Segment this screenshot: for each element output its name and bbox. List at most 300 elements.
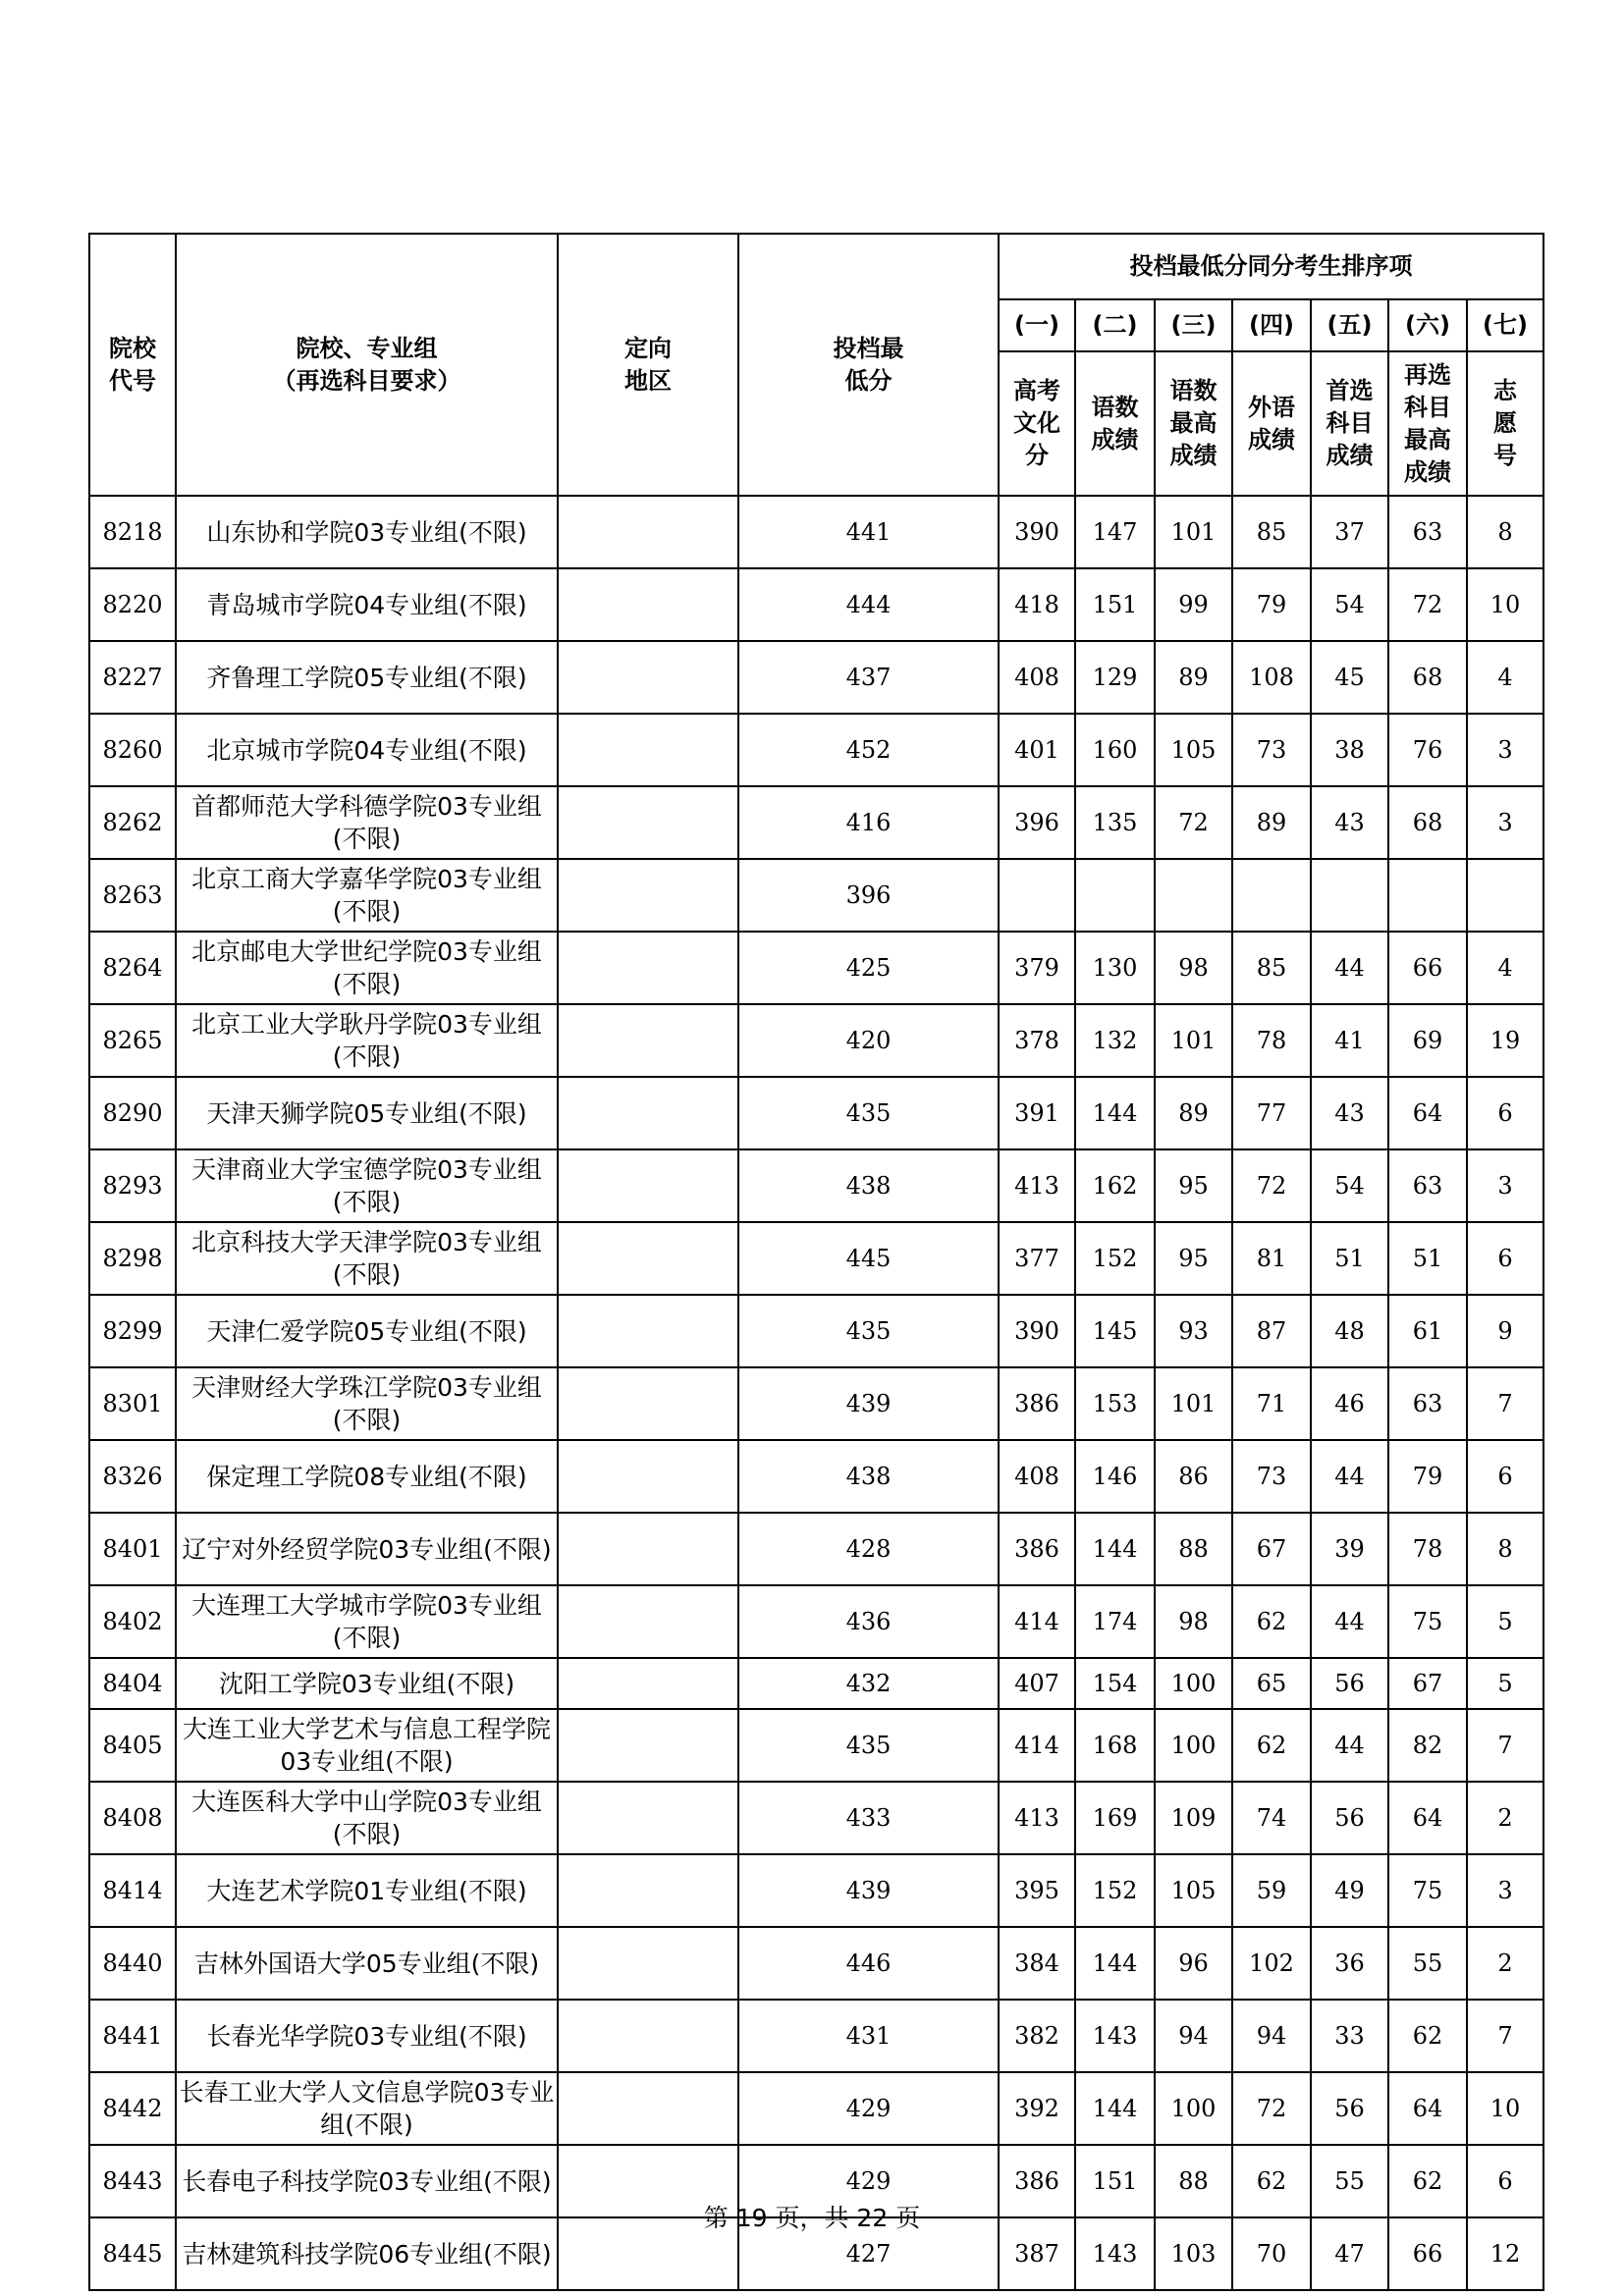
sort-value-cell: 100 bbox=[1155, 1709, 1232, 1782]
school-code-cell: 8262 bbox=[89, 786, 176, 859]
header-region: 定向地区 bbox=[558, 234, 738, 496]
min-score-cell: 444 bbox=[738, 568, 999, 641]
sort-value-cell: 7 bbox=[1467, 1367, 1543, 1440]
sort-value-cell: 61 bbox=[1388, 1295, 1467, 1367]
school-group-cell: 北京工业大学耿丹学院03专业组(不限) bbox=[176, 1004, 558, 1077]
region-cell bbox=[558, 2000, 738, 2072]
sort-value-cell: 130 bbox=[1075, 932, 1155, 1004]
min-score-cell: 429 bbox=[738, 2145, 999, 2217]
header-order-5: (五) bbox=[1311, 299, 1388, 351]
school-group-cell: 沈阳工学院03专业组(不限) bbox=[176, 1658, 558, 1709]
sort-value-cell: 70 bbox=[1232, 2217, 1311, 2290]
table-row bbox=[89, 1440, 1543, 1513]
school-code-cell: 8301 bbox=[89, 1367, 176, 1440]
region-cell bbox=[558, 1077, 738, 1149]
sort-value-cell: 108 bbox=[1232, 641, 1311, 714]
sort-value-cell: 407 bbox=[999, 1658, 1075, 1709]
school-code-cell: 8440 bbox=[89, 1927, 176, 2000]
sort-value-cell: 5 bbox=[1467, 1585, 1543, 1658]
sort-value-cell: 144 bbox=[1075, 1077, 1155, 1149]
sort-value-cell: 109 bbox=[1155, 1782, 1232, 1854]
school-group-cell: 山东协和学院03专业组(不限) bbox=[176, 496, 558, 568]
sort-value-cell: 168 bbox=[1075, 1709, 1155, 1782]
school-code-cell: 8293 bbox=[89, 1149, 176, 1222]
header-order-3: (三) bbox=[1155, 299, 1232, 351]
sort-value-cell bbox=[1075, 859, 1155, 932]
header-order-6: (六) bbox=[1388, 299, 1467, 351]
school-code-cell: 8408 bbox=[89, 1782, 176, 1854]
sort-value-cell: 85 bbox=[1232, 496, 1311, 568]
sort-value-cell: 392 bbox=[999, 2072, 1075, 2145]
sort-value-cell: 49 bbox=[1311, 1854, 1388, 1927]
school-group-cell: 保定理工学院08专业组(不限) bbox=[176, 1440, 558, 1513]
sort-value-cell: 9 bbox=[1467, 1295, 1543, 1367]
min-score-cell: 437 bbox=[738, 641, 999, 714]
table-row bbox=[89, 1854, 1543, 1927]
sort-value-cell: 414 bbox=[999, 1709, 1075, 1782]
region-cell bbox=[558, 1658, 738, 1709]
region-cell bbox=[558, 1295, 738, 1367]
sort-value-cell: 89 bbox=[1155, 1077, 1232, 1149]
region-cell bbox=[558, 932, 738, 1004]
school-code-cell: 8401 bbox=[89, 1513, 176, 1585]
sort-value-cell: 68 bbox=[1388, 786, 1467, 859]
school-code-cell: 8220 bbox=[89, 568, 176, 641]
min-score-cell: 445 bbox=[738, 1222, 999, 1295]
sort-value-cell: 101 bbox=[1155, 1004, 1232, 1077]
region-cell bbox=[558, 1440, 738, 1513]
header-sort-item-6: 再选科目最高成绩 bbox=[1388, 351, 1467, 496]
table-row bbox=[89, 1782, 1543, 1854]
sort-value-cell: 94 bbox=[1155, 2000, 1232, 2072]
min-score-cell: 435 bbox=[738, 1295, 999, 1367]
sort-value-cell: 12 bbox=[1467, 2217, 1543, 2290]
sort-value-cell: 54 bbox=[1311, 568, 1388, 641]
sort-value-cell bbox=[1467, 859, 1543, 932]
table-row bbox=[89, 1295, 1543, 1367]
sort-value-cell: 135 bbox=[1075, 786, 1155, 859]
min-score-cell: 416 bbox=[738, 786, 999, 859]
sort-value-cell: 145 bbox=[1075, 1295, 1155, 1367]
min-score-cell: 441 bbox=[738, 496, 999, 568]
sort-value-cell: 66 bbox=[1388, 932, 1467, 1004]
sort-value-cell: 382 bbox=[999, 2000, 1075, 2072]
sort-value-cell: 67 bbox=[1232, 1513, 1311, 1585]
header-order-7: (七) bbox=[1467, 299, 1543, 351]
sort-value-cell bbox=[1388, 859, 1467, 932]
table-row bbox=[89, 1658, 1543, 1709]
region-cell bbox=[558, 714, 738, 786]
sort-value-cell: 144 bbox=[1075, 1513, 1155, 1585]
sort-value-cell: 63 bbox=[1388, 1367, 1467, 1440]
sort-value-cell: 7 bbox=[1467, 1709, 1543, 1782]
sort-value-cell: 160 bbox=[1075, 714, 1155, 786]
sort-value-cell: 10 bbox=[1467, 568, 1543, 641]
sort-value-cell: 73 bbox=[1232, 714, 1311, 786]
sort-value-cell: 95 bbox=[1155, 1149, 1232, 1222]
sort-value-cell: 72 bbox=[1232, 1149, 1311, 1222]
sort-value-cell: 46 bbox=[1311, 1367, 1388, 1440]
region-cell bbox=[558, 641, 738, 714]
sort-value-cell: 41 bbox=[1311, 1004, 1388, 1077]
sort-value-cell: 72 bbox=[1155, 786, 1232, 859]
table-row bbox=[89, 1367, 1543, 1440]
sort-value-cell: 56 bbox=[1311, 1782, 1388, 1854]
school-group-cell: 齐鲁理工学院05专业组(不限) bbox=[176, 641, 558, 714]
sort-value-cell bbox=[1311, 859, 1388, 932]
sort-value-cell: 101 bbox=[1155, 1367, 1232, 1440]
school-code-cell: 8263 bbox=[89, 859, 176, 932]
region-cell bbox=[558, 1513, 738, 1585]
sort-value-cell: 93 bbox=[1155, 1295, 1232, 1367]
sort-value-cell: 152 bbox=[1075, 1222, 1155, 1295]
region-cell bbox=[558, 1709, 738, 1782]
sort-value-cell: 379 bbox=[999, 932, 1075, 1004]
sort-value-cell: 55 bbox=[1388, 1927, 1467, 2000]
sort-value-cell: 4 bbox=[1467, 641, 1543, 714]
sort-value-cell: 100 bbox=[1155, 2072, 1232, 2145]
sort-value-cell: 38 bbox=[1311, 714, 1388, 786]
region-cell bbox=[558, 568, 738, 641]
school-code-cell: 8445 bbox=[89, 2217, 176, 2290]
table-row bbox=[89, 1585, 1543, 1658]
header-sort-item-1: 高考文化分 bbox=[999, 351, 1075, 496]
sort-value-cell: 102 bbox=[1232, 1927, 1311, 2000]
sort-value-cell: 378 bbox=[999, 1004, 1075, 1077]
sort-value-cell: 89 bbox=[1232, 786, 1311, 859]
school-code-cell: 8260 bbox=[89, 714, 176, 786]
sort-value-cell: 79 bbox=[1388, 1440, 1467, 1513]
region-cell bbox=[558, 2072, 738, 2145]
table-row bbox=[89, 859, 1543, 932]
sort-value-cell: 54 bbox=[1311, 1149, 1388, 1222]
sort-value-cell: 44 bbox=[1311, 1585, 1388, 1658]
sort-value-cell: 67 bbox=[1388, 1658, 1467, 1709]
sort-value-cell: 47 bbox=[1311, 2217, 1388, 2290]
table-row bbox=[89, 496, 1543, 568]
sort-value-cell: 6 bbox=[1467, 1077, 1543, 1149]
school-group-cell: 吉林建筑科技学院06专业组(不限) bbox=[176, 2217, 558, 2290]
header-order-2: (二) bbox=[1075, 299, 1155, 351]
table-row bbox=[89, 1222, 1543, 1295]
sort-value-cell: 413 bbox=[999, 1782, 1075, 1854]
sort-value-cell: 43 bbox=[1311, 786, 1388, 859]
sort-value-cell: 4 bbox=[1467, 932, 1543, 1004]
sort-value-cell: 75 bbox=[1388, 1585, 1467, 1658]
table-row bbox=[89, 1709, 1543, 1782]
table-row bbox=[89, 786, 1543, 859]
region-cell bbox=[558, 859, 738, 932]
table-row bbox=[89, 932, 1543, 1004]
sort-value-cell: 143 bbox=[1075, 2000, 1155, 2072]
sort-value-cell: 151 bbox=[1075, 2145, 1155, 2217]
sort-value-cell: 386 bbox=[999, 1513, 1075, 1585]
sort-value-cell: 391 bbox=[999, 1077, 1075, 1149]
min-score-cell: 420 bbox=[738, 1004, 999, 1077]
sort-value-cell: 65 bbox=[1232, 1658, 1311, 1709]
region-cell bbox=[558, 496, 738, 568]
sort-value-cell: 384 bbox=[999, 1927, 1075, 2000]
region-cell bbox=[558, 1149, 738, 1222]
sort-value-cell: 418 bbox=[999, 568, 1075, 641]
sort-value-cell: 101 bbox=[1155, 496, 1232, 568]
sort-value-cell: 6 bbox=[1467, 1440, 1543, 1513]
sort-value-cell: 82 bbox=[1388, 1709, 1467, 1782]
sort-value-cell: 132 bbox=[1075, 1004, 1155, 1077]
sort-value-cell: 44 bbox=[1311, 1440, 1388, 1513]
school-code-cell: 8326 bbox=[89, 1440, 176, 1513]
min-score-cell: 427 bbox=[738, 2217, 999, 2290]
school-code-cell: 8402 bbox=[89, 1585, 176, 1658]
sort-value-cell: 74 bbox=[1232, 1782, 1311, 1854]
header-sort-item-4: 外语成绩 bbox=[1232, 351, 1311, 496]
sort-value-cell: 89 bbox=[1155, 641, 1232, 714]
school-code-cell: 8441 bbox=[89, 2000, 176, 2072]
sort-value-cell: 78 bbox=[1232, 1004, 1311, 1077]
school-code-cell: 8218 bbox=[89, 496, 176, 568]
school-group-cell: 青岛城市学院04专业组(不限) bbox=[176, 568, 558, 641]
min-score-cell: 438 bbox=[738, 1440, 999, 1513]
min-score-cell: 452 bbox=[738, 714, 999, 786]
header-sort-item-5: 首选科目成绩 bbox=[1311, 351, 1388, 496]
sort-value-cell: 395 bbox=[999, 1854, 1075, 1927]
sort-value-cell: 62 bbox=[1232, 2145, 1311, 2217]
region-cell bbox=[558, 1854, 738, 1927]
school-code-cell: 8227 bbox=[89, 641, 176, 714]
sort-value-cell: 10 bbox=[1467, 2072, 1543, 2145]
header-sort-item-2: 语数成绩 bbox=[1075, 351, 1155, 496]
sort-value-cell: 396 bbox=[999, 786, 1075, 859]
sort-value-cell: 66 bbox=[1388, 2217, 1467, 2290]
school-group-cell: 天津财经大学珠江学院03专业组(不限) bbox=[176, 1367, 558, 1440]
school-group-cell: 首都师范大学科德学院03专业组(不限) bbox=[176, 786, 558, 859]
sort-value-cell: 153 bbox=[1075, 1367, 1155, 1440]
sort-value-cell bbox=[1232, 859, 1311, 932]
school-group-cell: 北京科技大学天津学院03专业组(不限) bbox=[176, 1222, 558, 1295]
school-group-cell: 北京邮电大学世纪学院03专业组(不限) bbox=[176, 932, 558, 1004]
min-score-cell: 428 bbox=[738, 1513, 999, 1585]
region-cell bbox=[558, 1782, 738, 1854]
sort-value-cell: 59 bbox=[1232, 1854, 1311, 1927]
header-min-score: 投档最低分 bbox=[738, 234, 999, 496]
sort-value-cell: 19 bbox=[1467, 1004, 1543, 1077]
sort-value-cell: 77 bbox=[1232, 1077, 1311, 1149]
school-code-cell: 8442 bbox=[89, 2072, 176, 2145]
school-group-cell: 大连理工大学城市学院03专业组(不限) bbox=[176, 1585, 558, 1658]
sort-value-cell: 98 bbox=[1155, 1585, 1232, 1658]
table-row bbox=[89, 1077, 1543, 1149]
sort-value-cell: 63 bbox=[1388, 496, 1467, 568]
sort-value-cell: 76 bbox=[1388, 714, 1467, 786]
sort-value-cell: 69 bbox=[1388, 1004, 1467, 1077]
sort-value-cell: 413 bbox=[999, 1149, 1075, 1222]
school-code-cell: 8443 bbox=[89, 2145, 176, 2217]
header-school-group: 院校、专业组 （再选科目要求） bbox=[176, 234, 558, 496]
sort-value-cell: 154 bbox=[1075, 1658, 1155, 1709]
sort-value-cell: 37 bbox=[1311, 496, 1388, 568]
sort-value-cell: 151 bbox=[1075, 568, 1155, 641]
sort-value-cell: 56 bbox=[1311, 2072, 1388, 2145]
min-score-cell: 446 bbox=[738, 1927, 999, 2000]
sort-value-cell: 86 bbox=[1155, 1440, 1232, 1513]
sort-value-cell: 62 bbox=[1232, 1585, 1311, 1658]
sort-value-cell: 79 bbox=[1232, 568, 1311, 641]
sort-value-cell: 99 bbox=[1155, 568, 1232, 641]
min-score-cell: 432 bbox=[738, 1658, 999, 1709]
min-score-cell: 439 bbox=[738, 1367, 999, 1440]
sort-value-cell: 3 bbox=[1467, 1149, 1543, 1222]
sort-value-cell: 8 bbox=[1467, 1513, 1543, 1585]
table-row bbox=[89, 714, 1543, 786]
sort-value-cell: 73 bbox=[1232, 1440, 1311, 1513]
region-cell bbox=[558, 1222, 738, 1295]
sort-value-cell: 144 bbox=[1075, 2072, 1155, 2145]
min-score-cell: 431 bbox=[738, 2000, 999, 2072]
page-number: 第 19 页，共 22 页 bbox=[703, 2204, 921, 2232]
sort-value-cell: 88 bbox=[1155, 1513, 1232, 1585]
sort-value-cell: 87 bbox=[1232, 1295, 1311, 1367]
header-sort-caption: 投档最低分同分考生排序项 bbox=[999, 234, 1543, 299]
sort-value-cell: 81 bbox=[1232, 1222, 1311, 1295]
min-score-cell: 439 bbox=[738, 1854, 999, 1927]
school-code-cell: 8299 bbox=[89, 1295, 176, 1367]
sort-value-cell: 6 bbox=[1467, 2145, 1543, 2217]
school-code-cell: 8298 bbox=[89, 1222, 176, 1295]
sort-value-cell: 414 bbox=[999, 1585, 1075, 1658]
sort-value-cell: 78 bbox=[1388, 1513, 1467, 1585]
sort-value-cell: 68 bbox=[1388, 641, 1467, 714]
school-group-cell: 大连工业大学艺术与信息工程学院03专业组(不限) bbox=[176, 1709, 558, 1782]
region-cell bbox=[558, 1585, 738, 1658]
sort-value-cell: 146 bbox=[1075, 1440, 1155, 1513]
sort-value-cell: 44 bbox=[1311, 932, 1388, 1004]
table-row bbox=[89, 2000, 1543, 2072]
sort-value-cell: 48 bbox=[1311, 1295, 1388, 1367]
sort-value-cell: 62 bbox=[1232, 1709, 1311, 1782]
region-cell bbox=[558, 786, 738, 859]
school-code-cell: 8414 bbox=[89, 1854, 176, 1927]
sort-value-cell: 33 bbox=[1311, 2000, 1388, 2072]
table-row bbox=[89, 1927, 1543, 2000]
table-row bbox=[89, 2072, 1543, 2145]
sort-value-cell: 85 bbox=[1232, 932, 1311, 1004]
sort-value-cell: 408 bbox=[999, 641, 1075, 714]
sort-value-cell: 72 bbox=[1388, 568, 1467, 641]
header-sort-item-7: 志愿号 bbox=[1467, 351, 1543, 496]
sort-value-cell: 45 bbox=[1311, 641, 1388, 714]
sort-value-cell: 162 bbox=[1075, 1149, 1155, 1222]
sort-value-cell: 71 bbox=[1232, 1367, 1311, 1440]
header-order-1: (一) bbox=[999, 299, 1075, 351]
table-row bbox=[89, 1149, 1543, 1222]
sort-value-cell: 88 bbox=[1155, 2145, 1232, 2217]
sort-value-cell: 5 bbox=[1467, 1658, 1543, 1709]
header-order-4: (四) bbox=[1232, 299, 1311, 351]
sort-value-cell: 72 bbox=[1232, 2072, 1311, 2145]
sort-value-cell: 39 bbox=[1311, 1513, 1388, 1585]
sort-value-cell: 64 bbox=[1388, 2072, 1467, 2145]
sort-value-cell: 143 bbox=[1075, 2217, 1155, 2290]
table-row bbox=[89, 1004, 1543, 1077]
sort-value-cell: 103 bbox=[1155, 2217, 1232, 2290]
sort-value-cell: 55 bbox=[1311, 2145, 1388, 2217]
sort-value-cell: 51 bbox=[1388, 1222, 1467, 1295]
min-score-cell: 429 bbox=[738, 2072, 999, 2145]
table-row bbox=[89, 568, 1543, 641]
sort-value-cell: 387 bbox=[999, 2217, 1075, 2290]
school-group-cell: 天津仁爱学院05专业组(不限) bbox=[176, 1295, 558, 1367]
sort-value-cell: 100 bbox=[1155, 1658, 1232, 1709]
sort-value-cell: 63 bbox=[1388, 1149, 1467, 1222]
school-group-cell: 天津商业大学宝德学院03专业组(不限) bbox=[176, 1149, 558, 1222]
sort-value-cell: 75 bbox=[1388, 1854, 1467, 1927]
school-group-cell: 吉林外国语大学05专业组(不限) bbox=[176, 1927, 558, 2000]
sort-value-cell: 377 bbox=[999, 1222, 1075, 1295]
region-cell bbox=[558, 1004, 738, 1077]
sort-value-cell: 3 bbox=[1467, 786, 1543, 859]
school-group-cell: 大连艺术学院01专业组(不限) bbox=[176, 1854, 558, 1927]
sort-value-cell: 51 bbox=[1311, 1222, 1388, 1295]
school-code-cell: 8290 bbox=[89, 1077, 176, 1149]
sort-value-cell: 105 bbox=[1155, 714, 1232, 786]
school-code-cell: 8265 bbox=[89, 1004, 176, 1077]
sort-value-cell: 174 bbox=[1075, 1585, 1155, 1658]
school-group-cell: 长春工业大学人文信息学院03专业组(不限) bbox=[176, 2072, 558, 2145]
sort-value-cell: 169 bbox=[1075, 1782, 1155, 1854]
header-sort-item-3: 语数最高成绩 bbox=[1155, 351, 1232, 496]
sort-value-cell: 390 bbox=[999, 496, 1075, 568]
sort-value-cell: 408 bbox=[999, 1440, 1075, 1513]
region-cell bbox=[558, 1927, 738, 2000]
sort-value-cell: 62 bbox=[1388, 2145, 1467, 2217]
sort-value-cell bbox=[1155, 859, 1232, 932]
sort-value-cell: 390 bbox=[999, 1295, 1075, 1367]
min-score-cell: 438 bbox=[738, 1149, 999, 1222]
school-group-cell: 长春电子科技学院03专业组(不限) bbox=[176, 2145, 558, 2217]
sort-value-cell: 144 bbox=[1075, 1927, 1155, 2000]
sort-value-cell: 94 bbox=[1232, 2000, 1311, 2072]
school-group-cell: 天津天狮学院05专业组(不限) bbox=[176, 1077, 558, 1149]
sort-value-cell: 64 bbox=[1388, 1077, 1467, 1149]
sort-value-cell: 386 bbox=[999, 1367, 1075, 1440]
sort-value-cell bbox=[999, 859, 1075, 932]
sort-value-cell: 43 bbox=[1311, 1077, 1388, 1149]
school-code-cell: 8404 bbox=[89, 1658, 176, 1709]
sort-value-cell: 95 bbox=[1155, 1222, 1232, 1295]
sort-value-cell: 8 bbox=[1467, 496, 1543, 568]
table-row bbox=[89, 641, 1543, 714]
sort-value-cell: 2 bbox=[1467, 1782, 1543, 1854]
sort-value-cell: 64 bbox=[1388, 1782, 1467, 1854]
sort-value-cell: 129 bbox=[1075, 641, 1155, 714]
sort-value-cell: 96 bbox=[1155, 1927, 1232, 2000]
school-group-cell: 北京工商大学嘉华学院03专业组(不限) bbox=[176, 859, 558, 932]
school-group-cell: 北京城市学院04专业组(不限) bbox=[176, 714, 558, 786]
sort-value-cell: 3 bbox=[1467, 714, 1543, 786]
table-row bbox=[89, 1513, 1543, 1585]
sort-value-cell: 3 bbox=[1467, 1854, 1543, 1927]
school-group-cell: 长春光华学院03专业组(不限) bbox=[176, 2000, 558, 2072]
sort-value-cell: 44 bbox=[1311, 1709, 1388, 1782]
sort-value-cell: 6 bbox=[1467, 1222, 1543, 1295]
sort-value-cell: 152 bbox=[1075, 1854, 1155, 1927]
sort-value-cell: 98 bbox=[1155, 932, 1232, 1004]
school-code-cell: 8264 bbox=[89, 932, 176, 1004]
sort-value-cell: 147 bbox=[1075, 496, 1155, 568]
sort-value-cell: 386 bbox=[999, 2145, 1075, 2217]
region-cell bbox=[558, 1367, 738, 1440]
sort-value-cell: 7 bbox=[1467, 2000, 1543, 2072]
